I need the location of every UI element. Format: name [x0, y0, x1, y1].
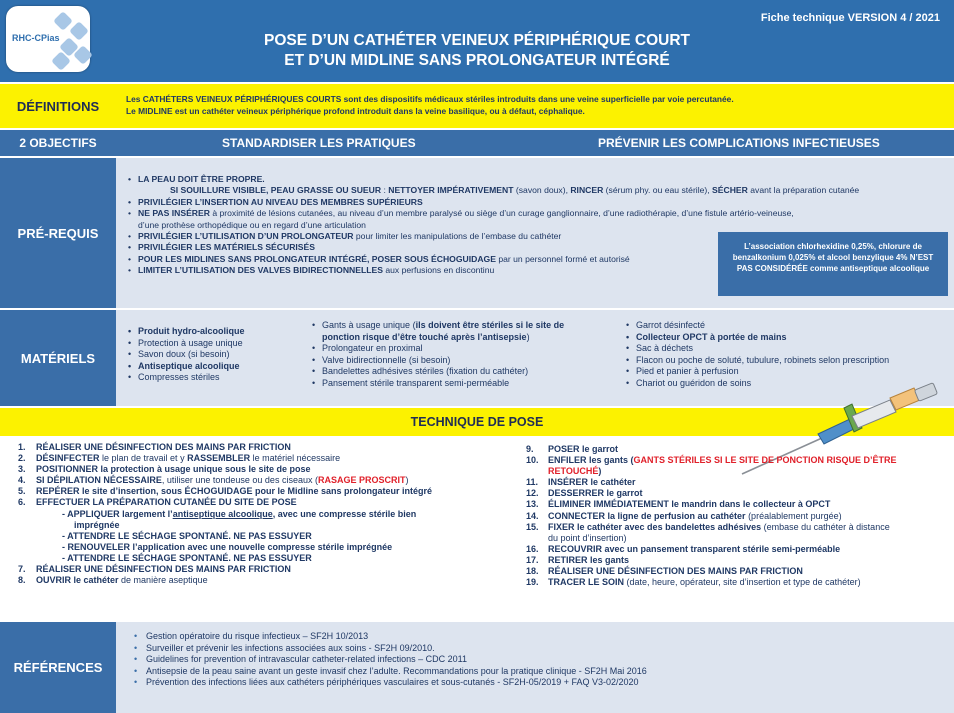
technique-step: 3. POSITIONNER la protection à usage unique sous le site de pose: [18, 464, 311, 475]
technique-header: TECHNIQUE DE POSE: [0, 408, 954, 436]
technique-step: 12. DESSERRER le garrot: [526, 488, 643, 499]
prerequis-item: • NE PAS INSÉRER à proximité de lésions cutanées, au niveau d’un membre paralysé ou siège d’un curage ganglionnaire, d’une radiothérapie, d’une fistule artério-veineuse,: [138, 208, 948, 219]
prerequis-item: • LIMITER L’UTILISATION DES VALVES BIDIRECTIONNELLES aux perfusions en discontinu: [138, 265, 948, 276]
technique-substep: - ATTENDRE LE SÉCHAGE SPONTANÉ. NE PAS ESSUYER: [62, 530, 312, 541]
technique-step: 18. RÉALISER UNE DÉSINFECTION DES MAINS PAR FRICTION: [526, 566, 803, 577]
reference-item: • Prévention des infections liées aux cathéters périphériques vasculaires et sous-cutanés - SF2H-05/2019 + FAQ V3-02/2020: [146, 677, 647, 689]
technique-step: 7. RÉALISER UNE DÉSINFECTION DES MAINS PAR FRICTION: [18, 564, 291, 575]
objective-prevent: PRÉVENIR LES COMPLICATIONS INFECTIEUSES: [598, 136, 880, 150]
reference-item: • Antisepsie de la peau saine avant un geste invasif chez l’adulte. Recommandations pour la pratique clinique - SF2H Mai 2016: [146, 666, 647, 678]
materiel-item: • Bandelettes adhésives stériles (fixation du cathéter): [322, 366, 602, 378]
prerequis-item: • POUR LES MIDLINES SANS PROLONGATEUR INTÉGRÉ, POSER SOUS ÉCHOGUIDAGE par un personnel formé et autorisé: [138, 254, 948, 265]
technique-step: 1. RÉALISER UNE DÉSINFECTION DES MAINS PAR FRICTION: [18, 442, 291, 452]
technique-substep-continued: imprégnée: [74, 519, 120, 530]
materiel-item: • Prolongateur en proximal: [322, 343, 602, 355]
materiel-item: • Protection à usage unique: [138, 338, 298, 350]
title-line-2: ET D’UN MIDLINE SANS PROLONGATEUR INTÉGRÉ: [284, 52, 670, 69]
materiel-item: • Pied et panier à perfusion: [636, 366, 948, 378]
materiel-item: • Compresses stériles: [138, 372, 298, 384]
definitions-label: DÉFINITIONS: [16, 98, 100, 114]
materiel-item: • Savon doux (si besoin): [138, 349, 298, 361]
technique-step: 15. FIXER le cathéter avec des bandelettes adhésives (embase du cathéter à distance: [526, 521, 890, 532]
technique-substep: - APPLIQUER largement l’antiseptique alcoolique, avec une compresse stérile bien: [62, 508, 417, 519]
materiel-item: • Garrot désinfecté: [636, 320, 948, 332]
materiel-item: • Antiseptique alcoolique: [138, 361, 298, 373]
technique-step: 17. RETIRER les gants: [526, 554, 630, 565]
technique-step: 19. TRACER LE SOIN (date, heure, opérateur, site d’insertion et type de cathéter): [526, 577, 861, 588]
prerequis-item: • PRIVILÉGIER L’INSERTION AU NIVEAU DES MEMBRES SUPÉRIEURS: [138, 197, 948, 208]
reference-item: • Gestion opératoire du risque infectieux – SF2H 10/2013: [146, 631, 647, 643]
technique-step: 2. DÉSINFECTER le plan de travail et y RASSEMBLER le matériel nécessaire: [18, 453, 341, 464]
prerequis-item: • PRIVILÉGIER L’UTILISATION D’UN PROLONGATEUR pour limiter les manipulations de l’embase du cathéter: [138, 231, 948, 242]
technique-substep: - ATTENDRE LE SÉCHAGE SPONTANÉ. NE PAS ESSUYER: [62, 552, 312, 563]
definitions-text: [126, 93, 946, 117]
technique-step: 10. ENFILER les gants (GANTS STÉRILES SI LE SITE DE PONCTION RISQUE D’ÊTRE: [526, 455, 897, 466]
materiels-column-1: [138, 326, 298, 384]
definition-line-2: Le MIDLINE est un cathéter veineux périphérique profond introduit dans la veine basilique, ou à défaut, céphalique.: [126, 106, 585, 116]
technique-step: 11. INSÉRER le cathéter: [526, 477, 636, 488]
technique-step: 4. SI DÉPILATION NÉCESSAIRE, utiliser une tondeuse ou des ciseaux (RASAGE PROSCRIT): [18, 475, 409, 486]
technique-step: 14. CONNECTER la ligne de perfusion au cathéter (préalablement purgée): [526, 510, 842, 521]
materiel-item: • Sac à déchets: [636, 343, 948, 355]
materiels-column-3: [636, 320, 948, 389]
technique-steps-left: [18, 442, 518, 586]
technique-step: 5. REPÉRER le site d’insertion, sous ÉCHOGUIDAGE pour le Midline sans prolongateur intégré: [18, 486, 433, 497]
materiel-item: • Flacon ou poche de soluté, tubulure, robinets selon prescription: [636, 355, 948, 367]
prerequis-item-continued: d’une prothèse orthopédique ou en regard d’une articulation: [138, 219, 366, 230]
prerequis-subitem: SI SOUILLURE VISIBLE, PEAU GRASSE OU SUEUR : NETTOYER IMPÉRATIVEMENT (savon doux), RINCER (sérum phy. ou eau stérile), SÉCHER avant la préparation cutanée: [170, 185, 860, 196]
technique-step: 8. OUVRIR le cathéter de manière aseptique: [18, 575, 208, 586]
materiels-label: MATÉRIELS: [0, 310, 116, 406]
technique-step: 6. EFFECTUER LA PRÉPARATION CUTANÉE DU SITE DE POSE: [18, 497, 297, 508]
reference-item: • Surveiller et prévenir les infections associées aux soins - SF2H 09/2010.: [146, 643, 647, 655]
definition-line-1: Les CATHÉTERS VEINEUX PÉRIPHÉRIQUES COURTS sont des dispositifs médicaux stériles introduits dans une veine superficielle par voie percutanée.: [126, 94, 734, 104]
prerequis-item: • LA PEAU DOIT ÊTRE PROPRE.: [138, 174, 948, 185]
reference-item: • Guidelines for prevention of intravascular catheter-related infections – CDC 2011: [146, 654, 647, 666]
page-title: [0, 31, 954, 71]
objective-standardize: STANDARDISER LES PRATIQUES: [222, 136, 416, 150]
prerequis-label: PRÉ-REQUIS: [0, 158, 116, 308]
objectives-label: 2 OBJECTIFS: [19, 136, 97, 150]
version-label: Fiche technique VERSION 4 / 2021: [760, 12, 940, 24]
materiel-item: • Produit hydro-alcoolique: [138, 326, 298, 338]
materiel-item: • Pansement stérile transparent semi-perméable: [322, 378, 602, 390]
references-list: [146, 631, 647, 689]
materiels-column-2: [322, 320, 602, 389]
technique-steps-right: [526, 444, 950, 588]
technique-step: 13. ÉLIMINER IMMÉDIATEMENT le mandrin dans le collecteur à OPCT: [526, 499, 831, 510]
title-line-1: POSE D’UN CATHÉTER VEINEUX PÉRIPHÉRIQUE COURT: [263, 32, 690, 49]
prerequis-item: • PRIVILÉGIER LES MATÉRIELS SÉCURISÉS: [138, 242, 948, 253]
technique-step: 16. RECOUVRIR avec un pansement transparent stérile semi-perméable: [526, 543, 841, 554]
technique-step: 9. POSER le garrot: [526, 444, 619, 454]
references-label: RÉFÉRENCES: [0, 622, 116, 713]
materiel-item: • Gants à usage unique (ils doivent être stériles si le site de ponction risque d’être touché après l’antisepsie): [322, 320, 602, 343]
antiseptic-note-box: L’association chlorhexidine 0,25%, chlorure de benzalkonium 0,025% et alcool benzylique 4% N’EST PAS CONSIDÉRÉE comme antiseptique alcoolique: [718, 232, 948, 296]
logo-text: RHC-CPias: [12, 33, 60, 43]
materiel-item: • Chariot ou guéridon de soins: [636, 378, 948, 390]
materiel-item: • Valve bidirectionnelle (si besoin): [322, 355, 602, 367]
materiel-item: • Collecteur OPCT à portée de mains: [636, 332, 948, 344]
technique-step-continued: du point d’insertion): [548, 532, 627, 543]
technique-step-continued: RETOUCHÉ): [548, 466, 602, 477]
technique-substep: - RENOUVELER l’application avec une nouvelle compresse stérile imprégnée: [62, 541, 393, 552]
